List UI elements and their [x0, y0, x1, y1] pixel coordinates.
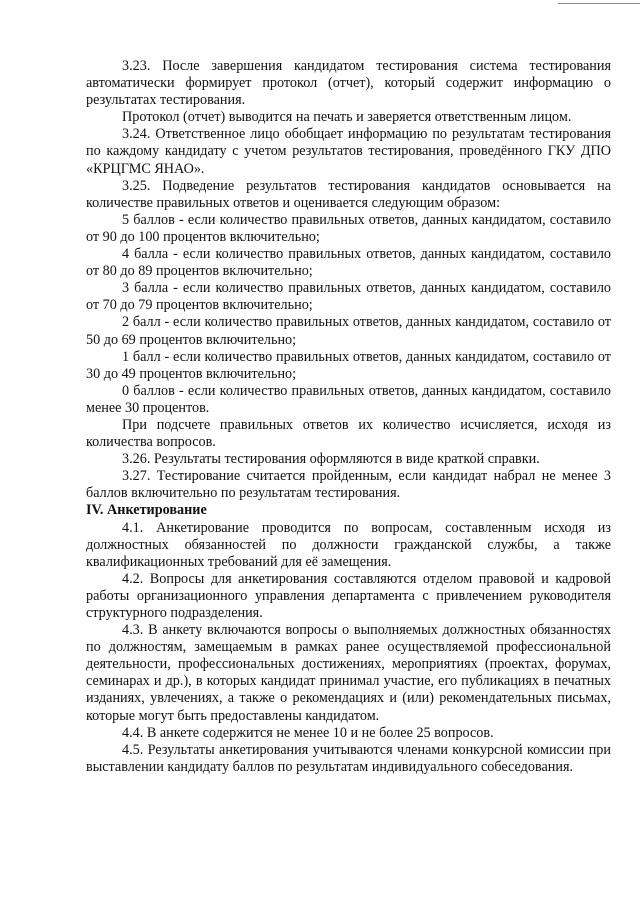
- score-1-item: 1 балл - если количество правильных ответов, данных кандидатом, составило от 30 до 49 процентов включительно;: [86, 348, 611, 382]
- paragraph-4-1: 4.1. Анкетирование проводится по вопросам, составленным исходя из должностных обязанностей по должности гражданской службы, а также квалификационных требований для её замещения.: [86, 519, 611, 570]
- section-title: IV. Анкетирование: [86, 502, 207, 519]
- score-3-item: 3 балла - если количество правильных ответов, данных кандидатом, составило от 70 до 79 процентов включительно;: [86, 280, 611, 314]
- paragraph-4-5: 4.5. Результаты анкетирования учитываются членами конкурсной комиссии при выставлении кандидату баллов по результатам индивидуального собеседования.: [86, 741, 611, 775]
- document-page: [86, 58, 611, 776]
- paragraph-3-24: 3.24. Ответственное лицо обобщает информацию по результатам тестирования по каждому кандидату с учетом результатов тестирования, проведённого ГКУ ДПО «КРЦГМС ЯНАО».: [86, 126, 611, 177]
- paragraph-4-2: 4.2. Вопросы для анкетирования составляются отделом правовой и кадровой работы организационного управления департамента с привлечением руководителя структурного подразделения.: [86, 570, 611, 621]
- paragraph-3-27: 3.27. Тестирование считается пройденным, если кандидат набрал не менее 3 баллов включительно по результатам тестирования.: [86, 468, 611, 502]
- score-5-item: 5 баллов - если количество правильных ответов, данных кандидатом, составило от 90 до 100 процентов включительно;: [86, 211, 611, 245]
- score-4-item: 4 балла - если количество правильных ответов, данных кандидатом, составило от 80 до 89 процентов включительно;: [86, 246, 611, 280]
- paragraph-4-4: 4.4. В анкете содержится не менее 10 и не более 25 вопросов.: [122, 724, 494, 741]
- paragraph-protocol: Протокол (отчет) выводится на печать и заверяется ответственным лицом.: [122, 109, 572, 126]
- header-rule: [558, 3, 640, 4]
- score-0-item: 0 баллов - если количество правильных ответов, данных кандидатом, составило менее 30 процентов.: [86, 382, 611, 416]
- score-2-item: 2 балл - если количество правильных ответов, данных кандидатом, составило от 50 до 69 процентов включительно;: [86, 314, 611, 348]
- paragraph-3-25: 3.25. Подведение результатов тестирования кандидатов основывается на количестве правильных ответов и оценивается следующим образом:: [86, 177, 611, 211]
- paragraph-3-23: 3.23. После завершения кандидатом тестирования система тестирования автоматически формирует протокол (отчет), который содержит информацию о результатах тестирования.: [86, 58, 611, 109]
- paragraph-3-26: 3.26. Результаты тестирования оформляются в виде краткой справки.: [122, 451, 540, 468]
- paragraph-4-3: 4.3. В анкету включаются вопросы о выполняемых должностных обязанностях по должностям, замещаемым в рамках ранее осуществляемой профессиональной деятельности, профессиональных достижениях, мероприятиях (проектах, форумах, семинарах и др.), в которых кандидат принимал участие, его публикациях в печатных изданиях, увлечениях, а также о рекомендациях и (или) рекомендательных письмах, которые могут быть предоставлены кандидатом.: [86, 622, 611, 724]
- paragraph-counting: При подсчете правильных ответов их количество исчисляется, исходя из количества вопросов.: [86, 416, 611, 451]
